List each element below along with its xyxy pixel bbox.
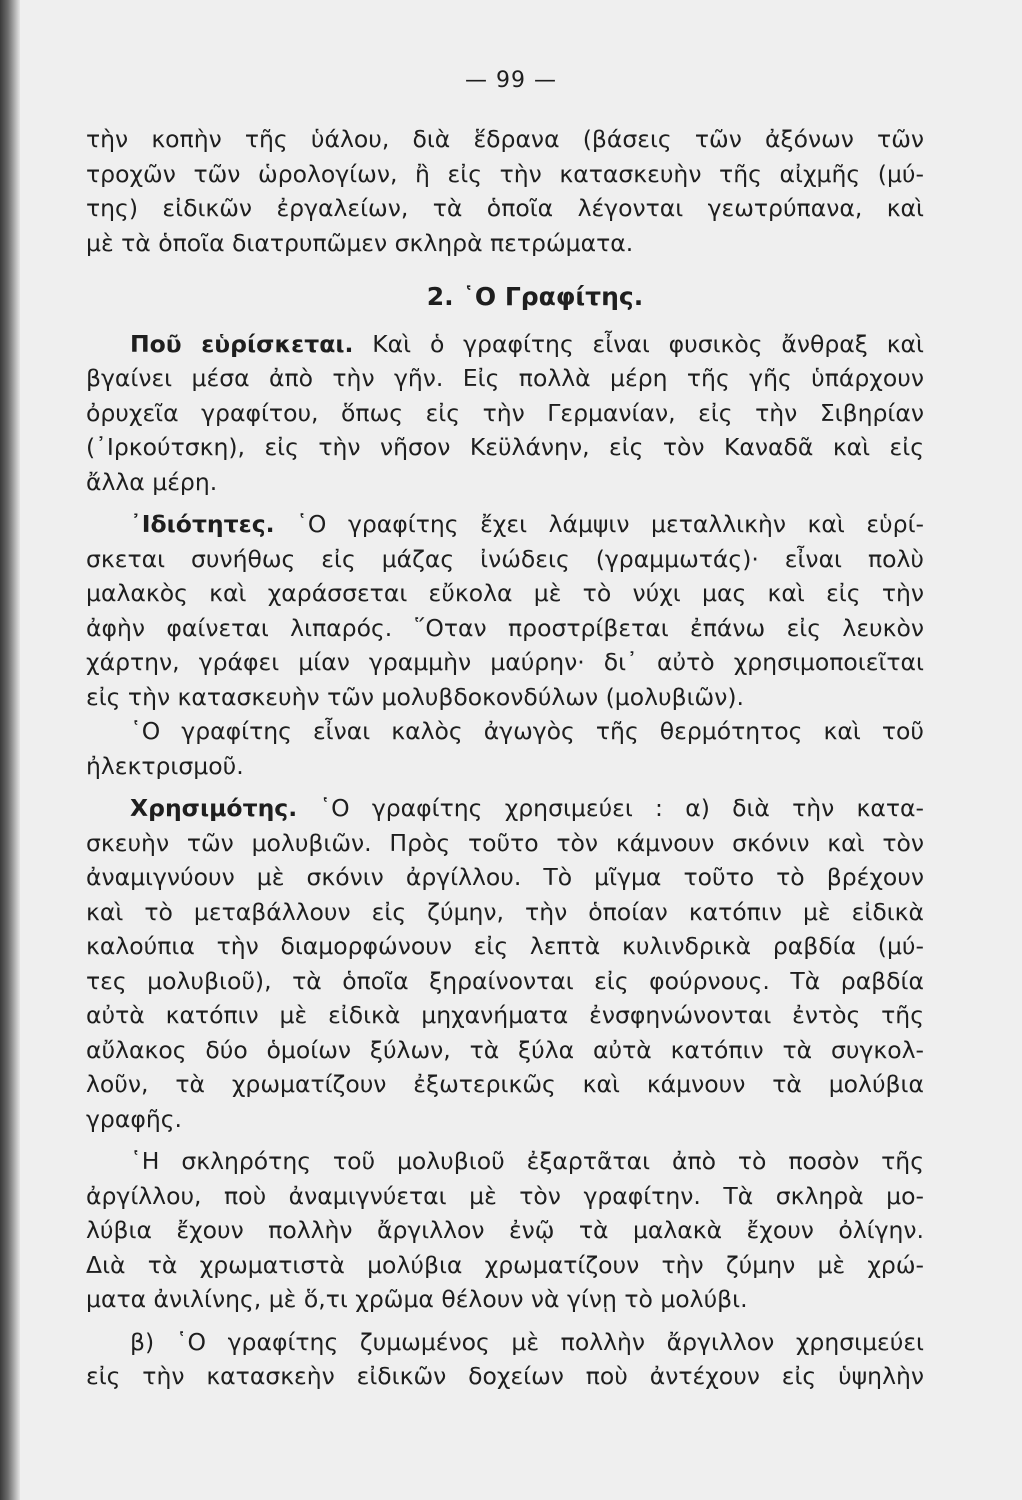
paragraph-lead: Ποῦ εὑρίσκεται. (130, 329, 354, 358)
text-line: εἰς τὴν κατασκευὴν τῶν μολυβδοκονδύλων (μολυβιῶν). (86, 682, 744, 711)
text-line: (᾿Ιρκούτσκη), εἰς τὴν νῆσον Κεϋλάνην, εἰς τὸν Καναδᾶ καὶ εἰς (86, 433, 924, 461)
text-line: ἀφὴν φαίνεται λιπαρός. ῞Οταν προστρίβεται ἐπάνω εἰς λευκὸν (86, 613, 924, 642)
text-line: ἄλλα μέρη. (86, 467, 218, 496)
text-line: χάρτην, γράφει μίαν γραμμὴν μαύρην· δι᾿ αὐτὸ χρησιμοποιεῖται (86, 648, 924, 676)
text-line: καὶ τὸ μεταβάλλουν εἰς ζύμην, τὴν ὁποίαν κατόπιν μὲ εἰδικὰ (86, 897, 924, 926)
paragraph-gap (86, 499, 924, 507)
text-line: μὲ τὰ ὁποῖα διατρυπῶμεν σκληρὰ πετρώματα. (86, 228, 634, 257)
text-line: βγαίνει μέσα ἀπὸ τὴν γῆν. Εἰς πολλὰ μέρη τῆς γῆς ὑπάρχουν (86, 364, 924, 392)
paragraph-gap (86, 1317, 924, 1325)
paragraph-diamond-uses (86, 122, 924, 260)
text-line (86, 791, 924, 826)
text-line (86, 507, 924, 542)
text-line (86, 327, 924, 362)
text-line: αὔλακος δύο ὁμοίων ξύλων, τὰ ξύλα αὐτὰ κατόπιν τὰ συγκολ- (86, 1035, 924, 1064)
text-line: καλούπια τὴν διαμορφώνουν εἰς λεπτὰ κυλινδρικὰ ραβδία (μύ- (86, 932, 924, 960)
paragraph-gap (86, 1136, 924, 1144)
book-spine-shadow (0, 0, 20, 1500)
text-line: β) ῾Ο γραφίτης ζυμωμένος μὲ πολλὴν ἄργιλλον χρησιμεύει (130, 1327, 924, 1356)
text-line: της) εἰδικῶν ἐργαλείων, τὰ ὁποῖα λέγονται γεωτρύπανα, καὶ (86, 194, 924, 222)
text-line: λοῦν, τὰ χρωματίζουν ἐξωτερικῶς καὶ κάμνουν τὰ μολύβια (86, 1070, 924, 1098)
text-line: ῾Η σκληρότης τοῦ μολυβιοῦ ἐξαρτᾶται ἀπὸ τὸ ποσὸν τῆς (130, 1147, 924, 1175)
page-number: — 99 — (465, 68, 557, 93)
paragraph-properties (86, 507, 924, 714)
paragraph-lead: ᾿Ιδιότητες. (130, 510, 275, 538)
text-line: ἀναμιγνύουν μὲ σκόνιν ἀργίλλου. Τὸ μῖγμα τοῦτο τὸ βρέχουν (86, 863, 924, 891)
text-line: ματα ἀνιλίνης, μὲ ὅ,τι χρῶμα θέλουν νὰ γίνῃ τὸ μολύβι. (86, 1285, 748, 1313)
text-fragment: ῾Ο γραφίτης χρησιμεύει : α) διὰ τὴν κατα- (297, 794, 924, 822)
section-title: 2. ῾Ο Γραφίτης. (426, 282, 644, 311)
paragraph-gap (86, 783, 924, 791)
text-line: τες μολυβιοῦ), τὰ ὁποῖα ξηραίνονται εἰς φούρνους. Τὰ ραβδία (86, 966, 924, 995)
text-line: λύβια ἔχουν πολλὴν ἄργιλλον ἐνῷ τὰ μαλακὰ ἔχουν ὀλίγην. (86, 1216, 924, 1244)
text-line: σκεται συνήθως εἰς μάζας ἰνώδεις (γραμμωτάς)· εἶναι πολὺ (86, 544, 924, 573)
text-line: ῾Ο γραφίτης εἶναι καλὸς ἀγωγὸς τῆς θερμότητος καὶ τοῦ (130, 717, 924, 745)
text-body (86, 122, 924, 1394)
text-line: τροχῶν τῶν ὡρολογίων, ἢ εἰς τὴν κατασκευὴν τῆς αἰχμῆς (μύ- (86, 159, 924, 188)
text-line: μαλακὸς καὶ χαράσσεται εὔκολα μὲ τὸ νύχι μας καὶ εἰς τὴν (86, 579, 924, 607)
text-line: αὐτὰ κατόπιν μὲ εἰδικὰ μηχανήματα ἐνσφηνώνονται ἐντὸς τῆς (86, 1001, 924, 1029)
text-line: ἀργίλλου, ποὺ ἀναμιγνύεται μὲ τὸν γραφίτην. Τὰ σκληρὰ μο- (86, 1181, 924, 1210)
text-line: Διὰ τὰ χρωματιστὰ μολύβια χρωματίζουν τὴν ζύμην μὲ χρώ- (86, 1250, 924, 1279)
paragraph-where-found (86, 327, 924, 500)
text-line: γραφῆς. (86, 1104, 182, 1133)
text-line: εἰς τὴν κατασκεὴν εἰδικῶν δοχείων ποὺ ἀντέχουν εἰς ὑψηλὴν (86, 1362, 924, 1390)
text-fragment: Καὶ ὁ γραφίτης εἶναι φυσικὸς ἄνθραξ καὶ (353, 329, 924, 358)
paragraph-conductivity (86, 714, 924, 783)
text-line: ἠλεκτρισμοῦ. (86, 751, 244, 780)
paragraph-lead: Χρησιμότης. (130, 794, 298, 822)
paragraph-crucibles (86, 1325, 924, 1394)
text-line: τὴν κοπὴν τῆς ὑάλου, διὰ ἕδρανα (βάσεις τῶν ἀξόνων τῶν (86, 125, 924, 153)
text-fragment: ῾Ο γραφίτης ἔχει λάμψιν μεταλλικὴν καὶ εὑρί- (274, 510, 924, 538)
text-line: σκευὴν τῶν μολυβιῶν. Πρὸς τοῦτο τὸν κάμνουν σκόνιν καὶ τὸν (86, 828, 924, 857)
paragraph-hardness (86, 1144, 924, 1317)
text-line: ὀρυχεῖα γραφίτου, ὅπως εἰς τὴν Γερμανίαν, εἰς τὴν Σιβηρίαν (86, 398, 924, 427)
paragraph-usefulness (86, 791, 924, 1136)
